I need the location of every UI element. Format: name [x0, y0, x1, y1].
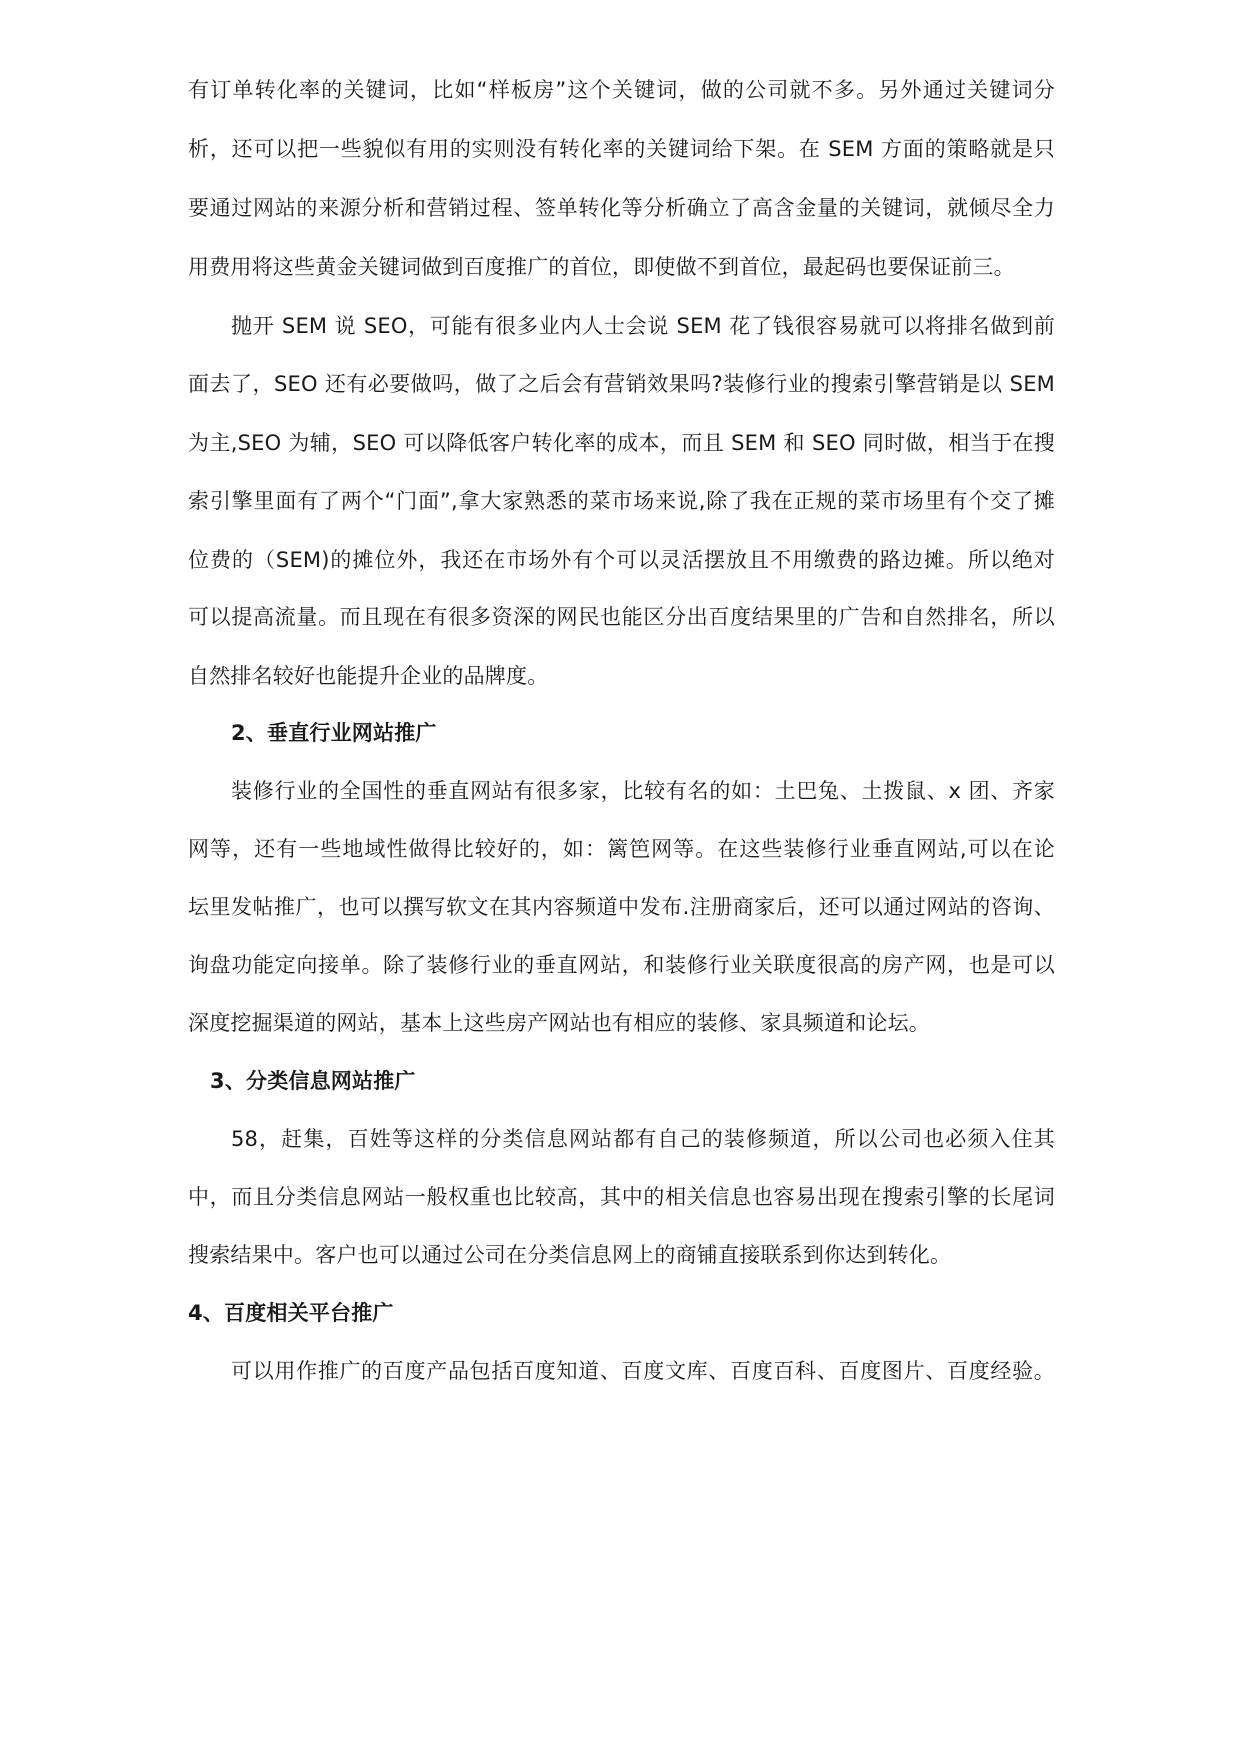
section-heading: 4、百度相关平台推广: [188, 1301, 394, 1325]
paragraph-line: 装修行业的全国性的垂直网站有很多家，比较有名的如：土巴兔、土拨鼠、x 团、齐家: [231, 779, 1055, 803]
paragraph-line: 抛开 SEM 说 SEO，可能有很多业内人士会说 SEM 花了钱很容易就可以将排名做到前: [231, 314, 1055, 338]
paragraph-line: 位费的（SEM)的摊位外，我还在市场外有个可以灵活摆放且不用缴费的路边摊。所以绝对: [188, 548, 1055, 572]
paragraph-line: 自然排名较好也能提升企业的品牌度。: [188, 664, 549, 688]
paragraph-line: 网等，还有一些地域性做得比较好的，如：篱笆网等。在这些装修行业垂直网站,可以在论: [188, 837, 1055, 861]
paragraph-line: 用费用将这些黄金关键词做到百度推广的首位，即使做不到首位，最起码也要保证前三。: [188, 255, 1015, 279]
paragraph-line: 可以提高流量。而且现在有很多资深的网民也能区分出百度结果里的广告和自然排名，所以: [188, 605, 1055, 629]
paragraph-line: 可以用作推广的百度产品包括百度知道、百度文库、百度百科、百度图片、百度经验。: [231, 1359, 1055, 1383]
paragraph-line: 面去了，SEO 还有必要做吗，做了之后会有营销效果吗?装修行业的搜索引擎营销是以 SEM: [188, 372, 1055, 396]
section-heading: 3、分类信息网站推广: [210, 1069, 416, 1093]
paragraph-line: 析，还可以把一些貌似有用的实则没有转化率的关键词给下架。在 SEM 方面的策略就是只: [188, 137, 1055, 161]
paragraph-line: 有订单转化率的关键词，比如“样板房”这个关键词，做的公司就不多。另外通过关键词分: [188, 78, 1055, 102]
paragraph-line: 搜索结果中。客户也可以通过公司在分类信息网上的商铺直接联系到你达到转化。: [188, 1243, 952, 1267]
paragraph-line: 要通过网站的来源分析和营销过程、签单转化等分析确立了高含金量的关键词，就倾尽全力: [188, 196, 1055, 220]
paragraph-line: 深度挖掘渠道的网站，基本上这些房产网站也有相应的装修、家具频道和论坛。: [188, 1011, 930, 1035]
paragraph-line: 为主,SEO 为辅，SEO 可以降低客户转化率的成本，而且 SEM 和 SEO 同时做，相当于在搜: [188, 431, 1055, 455]
paragraph-line: 坛里发帖推广，也可以撰写软文在其内容频道中发布.注册商家后，还可以通过网站的咨询、: [188, 895, 1055, 919]
paragraph-line: 中，而且分类信息网站一般权重也比较高，其中的相关信息也容易出现在搜索引擎的长尾词: [188, 1185, 1055, 1209]
section-heading: 2、垂直行业网站推广: [231, 721, 437, 745]
paragraph-line: 58，赶集，百姓等这样的分类信息网站都有自己的装修频道，所以公司也必须入住其: [231, 1127, 1055, 1151]
paragraph-line: 索引擎里面有了两个“门面”,拿大家熟悉的菜市场来说,除了我在正规的菜市场里有个交了摊: [188, 489, 1055, 513]
paragraph-line: 询盘功能定向接单。除了装修行业的垂直网站，和装修行业关联度很高的房产网，也是可以: [188, 953, 1055, 977]
